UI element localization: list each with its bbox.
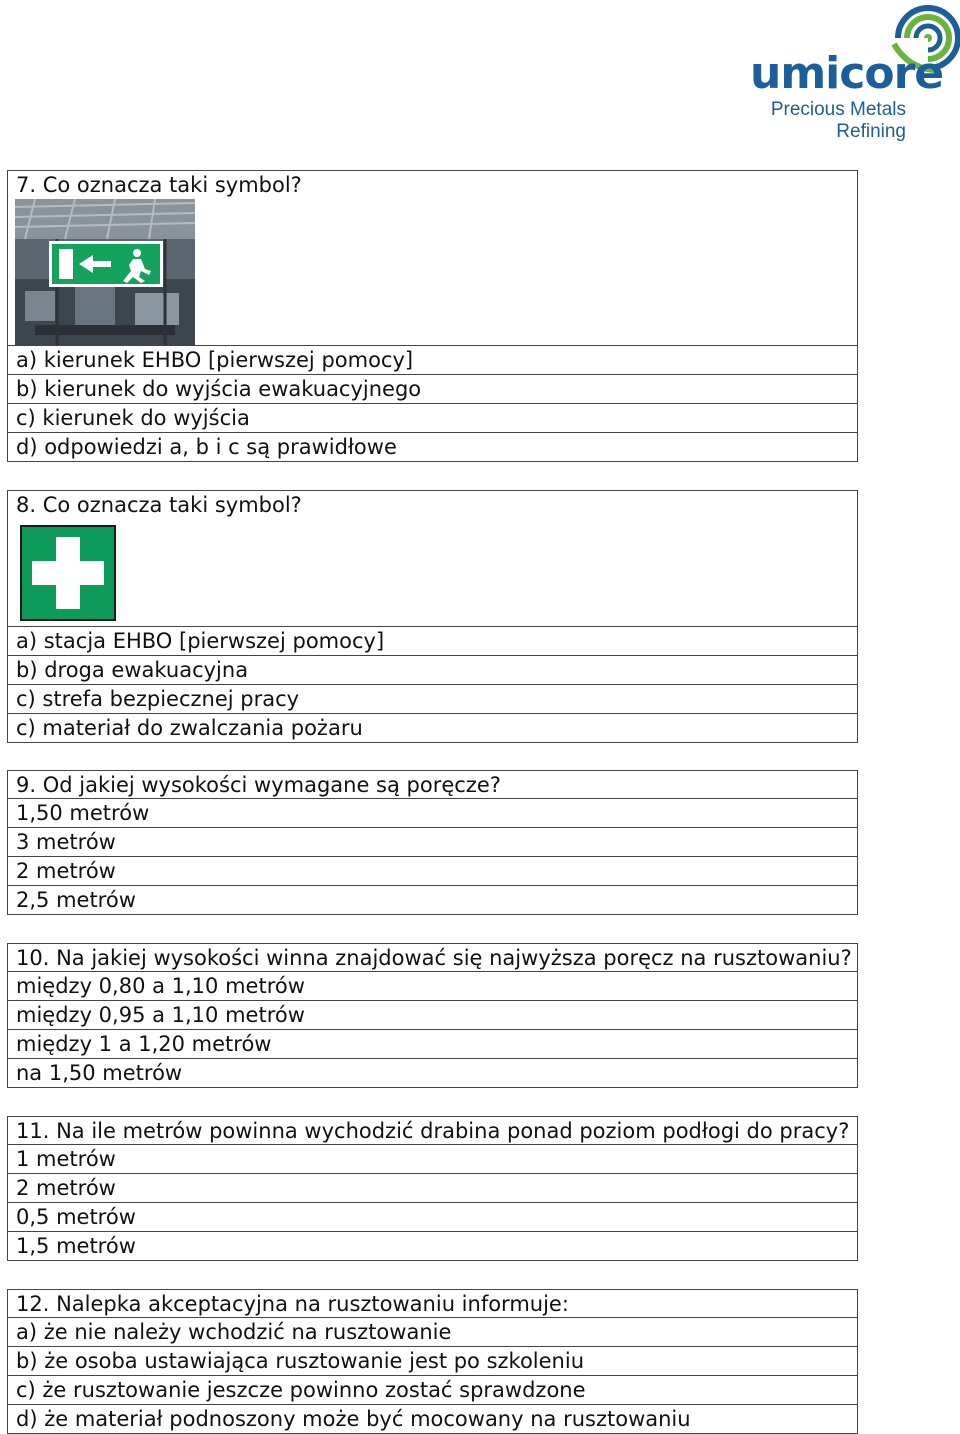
question-9: [7, 770, 858, 915]
question-7-answer-d: d) odpowiedzi a, b i c są prawidłowe: [7, 433, 858, 462]
question-10: [7, 943, 858, 1088]
question-7: [7, 170, 858, 462]
question-10-answer-4: na 1,50 metrów: [7, 1059, 858, 1088]
question-9-answer-1: 1,50 metrów: [7, 799, 858, 828]
question-12-answer-a: a) że nie należy wchodzić na rusztowanie: [7, 1318, 858, 1347]
question-12: [7, 1289, 858, 1434]
question-7-header: [7, 170, 858, 346]
question-8-answer-c: c) strefa bezpiecznej pracy: [7, 685, 858, 714]
question-7-answer-b: b) kierunek do wyjścia ewakuacyjnego: [7, 375, 858, 404]
question-10-text: 10. Na jakiej wysokości winna znajdować się najwyższa poręcz na rusztowaniu?: [7, 943, 858, 972]
question-11-answer-1: 1 metrów: [7, 1145, 858, 1174]
question-8: [7, 490, 858, 743]
question-11-text: 11. Na ile metrów powinna wychodzić drabina ponad poziom podłogi do pracy?: [7, 1116, 858, 1145]
emergency-exit-sign-icon: [15, 199, 195, 345]
question-7-answer-a: a) kierunek EHBO [pierwszej pomocy]: [7, 346, 858, 375]
question-9-text: 9. Od jakiej wysokości wymagane są poręcze?: [7, 770, 858, 799]
question-7-text: 7. Co oznacza taki symbol?: [16, 173, 302, 197]
question-8-header: [7, 490, 858, 627]
logo-subtitle-1: Precious Metals: [770, 99, 906, 120]
question-9-answer-2: 3 metrów: [7, 828, 858, 857]
logo-wordmark: umicore: [750, 48, 944, 99]
question-11-answer-3: 0,5 metrów: [7, 1203, 858, 1232]
question-11-answer-4: 1,5 metrów: [7, 1232, 858, 1261]
logo-subtitle-2: Refining: [836, 121, 906, 142]
question-10-answer-3: między 1 a 1,20 metrów: [7, 1030, 858, 1059]
first-aid-cross-icon: [20, 525, 116, 621]
question-12-answer-b: b) że osoba ustawiająca rusztowanie jest po szkoleniu: [7, 1347, 858, 1376]
question-11-answer-2: 2 metrów: [7, 1174, 858, 1203]
question-8-answer-d: c) materiał do zwalczania pożaru: [7, 714, 858, 743]
umicore-logo: [748, 4, 960, 144]
question-8-text: 8. Co oznacza taki symbol?: [16, 493, 302, 517]
question-10-answer-1: między 0,80 a 1,10 metrów: [7, 972, 858, 1001]
question-11: [7, 1116, 858, 1261]
question-8-answer-b: b) droga ewakuacyjna: [7, 656, 858, 685]
question-12-answer-d: d) że materiał podnoszony może być mocowany na rusztowaniu: [7, 1405, 858, 1434]
question-7-answer-c: c) kierunek do wyjścia: [7, 404, 858, 433]
question-8-answer-a: a) stacja EHBO [pierwszej pomocy]: [7, 627, 858, 656]
question-12-answer-c: c) że rusztowanie jeszcze powinno zostać sprawdzone: [7, 1376, 858, 1405]
question-12-text: 12. Nalepka akceptacyjna na rusztowaniu informuje:: [7, 1289, 858, 1318]
question-9-answer-4: 2,5 metrów: [7, 886, 858, 915]
question-10-answer-2: między 0,95 a 1,10 metrów: [7, 1001, 858, 1030]
question-9-answer-3: 2 metrów: [7, 857, 858, 886]
